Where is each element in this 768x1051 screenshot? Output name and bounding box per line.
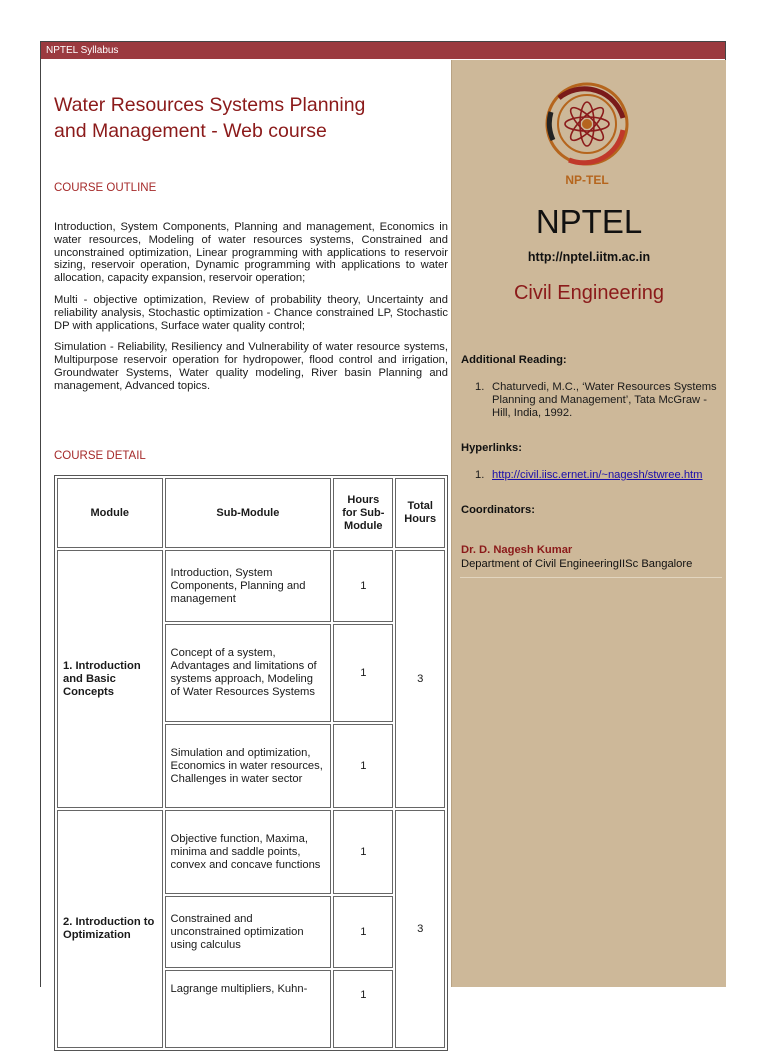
sub-module-text: Concept of a system, Advantages and limitations of systems approach, Modeling of Water Resources Systems bbox=[165, 624, 332, 722]
page-frame bbox=[40, 41, 726, 1001]
sub-module-hours: 1 bbox=[333, 550, 393, 622]
course-outline-heading: COURSE OUTLINE bbox=[54, 182, 157, 194]
coordinators-heading: Coordinators: bbox=[461, 504, 535, 516]
nptel-url: http://nptel.iitm.ac.in bbox=[527, 250, 651, 264]
outline-paragraph: Multi - objective optimization, Review of probability theory, Uncertainty and reliability analysis, Stochastic optimization - Chance constrained LP, Stochastic DP with applications, Surface water quality control; bbox=[54, 293, 448, 332]
sub-module-text: Objective function, Maxima, minima and saddle points, convex and concave functions bbox=[165, 810, 332, 894]
sub-module-text: Constrained and unconstrained optimization using calculus bbox=[165, 896, 332, 968]
top-bar bbox=[41, 42, 725, 59]
reading-item-number: 1. bbox=[475, 381, 485, 393]
course-outline-text bbox=[54, 221, 448, 402]
sub-module-text: Simulation and optimization, Economics in water resources, Challenges in water sector bbox=[165, 724, 332, 808]
sub-module-text: Introduction, System Components, Planning and management bbox=[165, 550, 332, 622]
sidebar bbox=[451, 60, 726, 987]
column-header-total-hours: Total Hours bbox=[395, 478, 445, 548]
module-name: 1. Introduction and Basic Concepts bbox=[57, 550, 163, 808]
main-content bbox=[41, 60, 451, 1001]
department-name: Civil Engineering bbox=[513, 282, 665, 304]
outline-paragraph: Introduction, System Components, Planning and management, Economics in water resources, Modeling of water resources systems, Constrained and unconstrained optimization, Linear programming with applications to reservoir sizing, reservoir operation, Dynamic programming with applications to water allocation, capacity expansion, reservoir operation; bbox=[54, 221, 448, 285]
sub-module-text: Lagrange multipliers, Kuhn- bbox=[165, 970, 332, 1048]
module-total-hours: 3 bbox=[395, 550, 445, 808]
column-header-sub-module: Sub-Module bbox=[165, 478, 332, 548]
logo-text: NP-TEL bbox=[565, 173, 609, 187]
table-row bbox=[57, 810, 445, 894]
outline-paragraph: Simulation - Reliability, Resiliency and Vulnerability of water resource systems, Multipurpose reservoir operation for hydropower, flood control and irrigation, Groundwater Systems, Water quality modeling, River basin Planning and management, Advanced topics. bbox=[54, 341, 448, 392]
column-header-hours-sub: Hours for Sub-Module bbox=[333, 478, 393, 548]
column-header-module: Module bbox=[57, 478, 163, 548]
hyperlink-item-wrapper bbox=[492, 469, 717, 482]
additional-reading-heading: Additional Reading: bbox=[461, 354, 567, 366]
course-title-line-1: Water Resources Systems Planning bbox=[54, 94, 366, 116]
reading-item-text: Chaturvedi, M.C., ‘Water Resources Systems Planning and Management’, Tata McGraw - Hill, India, 1992. bbox=[492, 381, 717, 419]
sub-module-hours: 1 bbox=[333, 896, 393, 968]
hyperlink-item-number: 1. bbox=[475, 469, 485, 481]
nptel-brand: NPTEL bbox=[535, 203, 643, 240]
top-bar-label: NPTEL Syllabus bbox=[46, 45, 119, 56]
sub-module-hours: 1 bbox=[333, 624, 393, 722]
coordinator-name: Dr. D. Nagesh Kumar bbox=[461, 544, 573, 556]
table-header-row bbox=[57, 478, 445, 548]
course-detail-table bbox=[54, 475, 448, 1051]
coordinator-department: Department of Civil EngineeringIISc Bangalore bbox=[461, 558, 693, 570]
module-total-hours: 3 bbox=[395, 810, 445, 1048]
hyperlinks-heading: Hyperlinks: bbox=[461, 442, 522, 454]
course-title bbox=[54, 92, 454, 144]
sub-module-hours: 1 bbox=[333, 724, 393, 808]
sub-module-hours: 1 bbox=[333, 810, 393, 894]
table-row bbox=[57, 550, 445, 622]
module-name: 2. Introduction to Optimization bbox=[57, 810, 163, 1048]
course-detail-heading: COURSE DETAIL bbox=[54, 450, 146, 462]
course-title-line-2: and Management - Web course bbox=[54, 120, 327, 142]
coordinator-divider bbox=[460, 577, 722, 578]
sub-module-hours: 1 bbox=[333, 970, 393, 1048]
nptel-logo-icon bbox=[539, 78, 635, 188]
hyperlink-item-link[interactable]: http://civil.iisc.ernet.in/~nagesh/stwree.htm bbox=[492, 469, 703, 481]
